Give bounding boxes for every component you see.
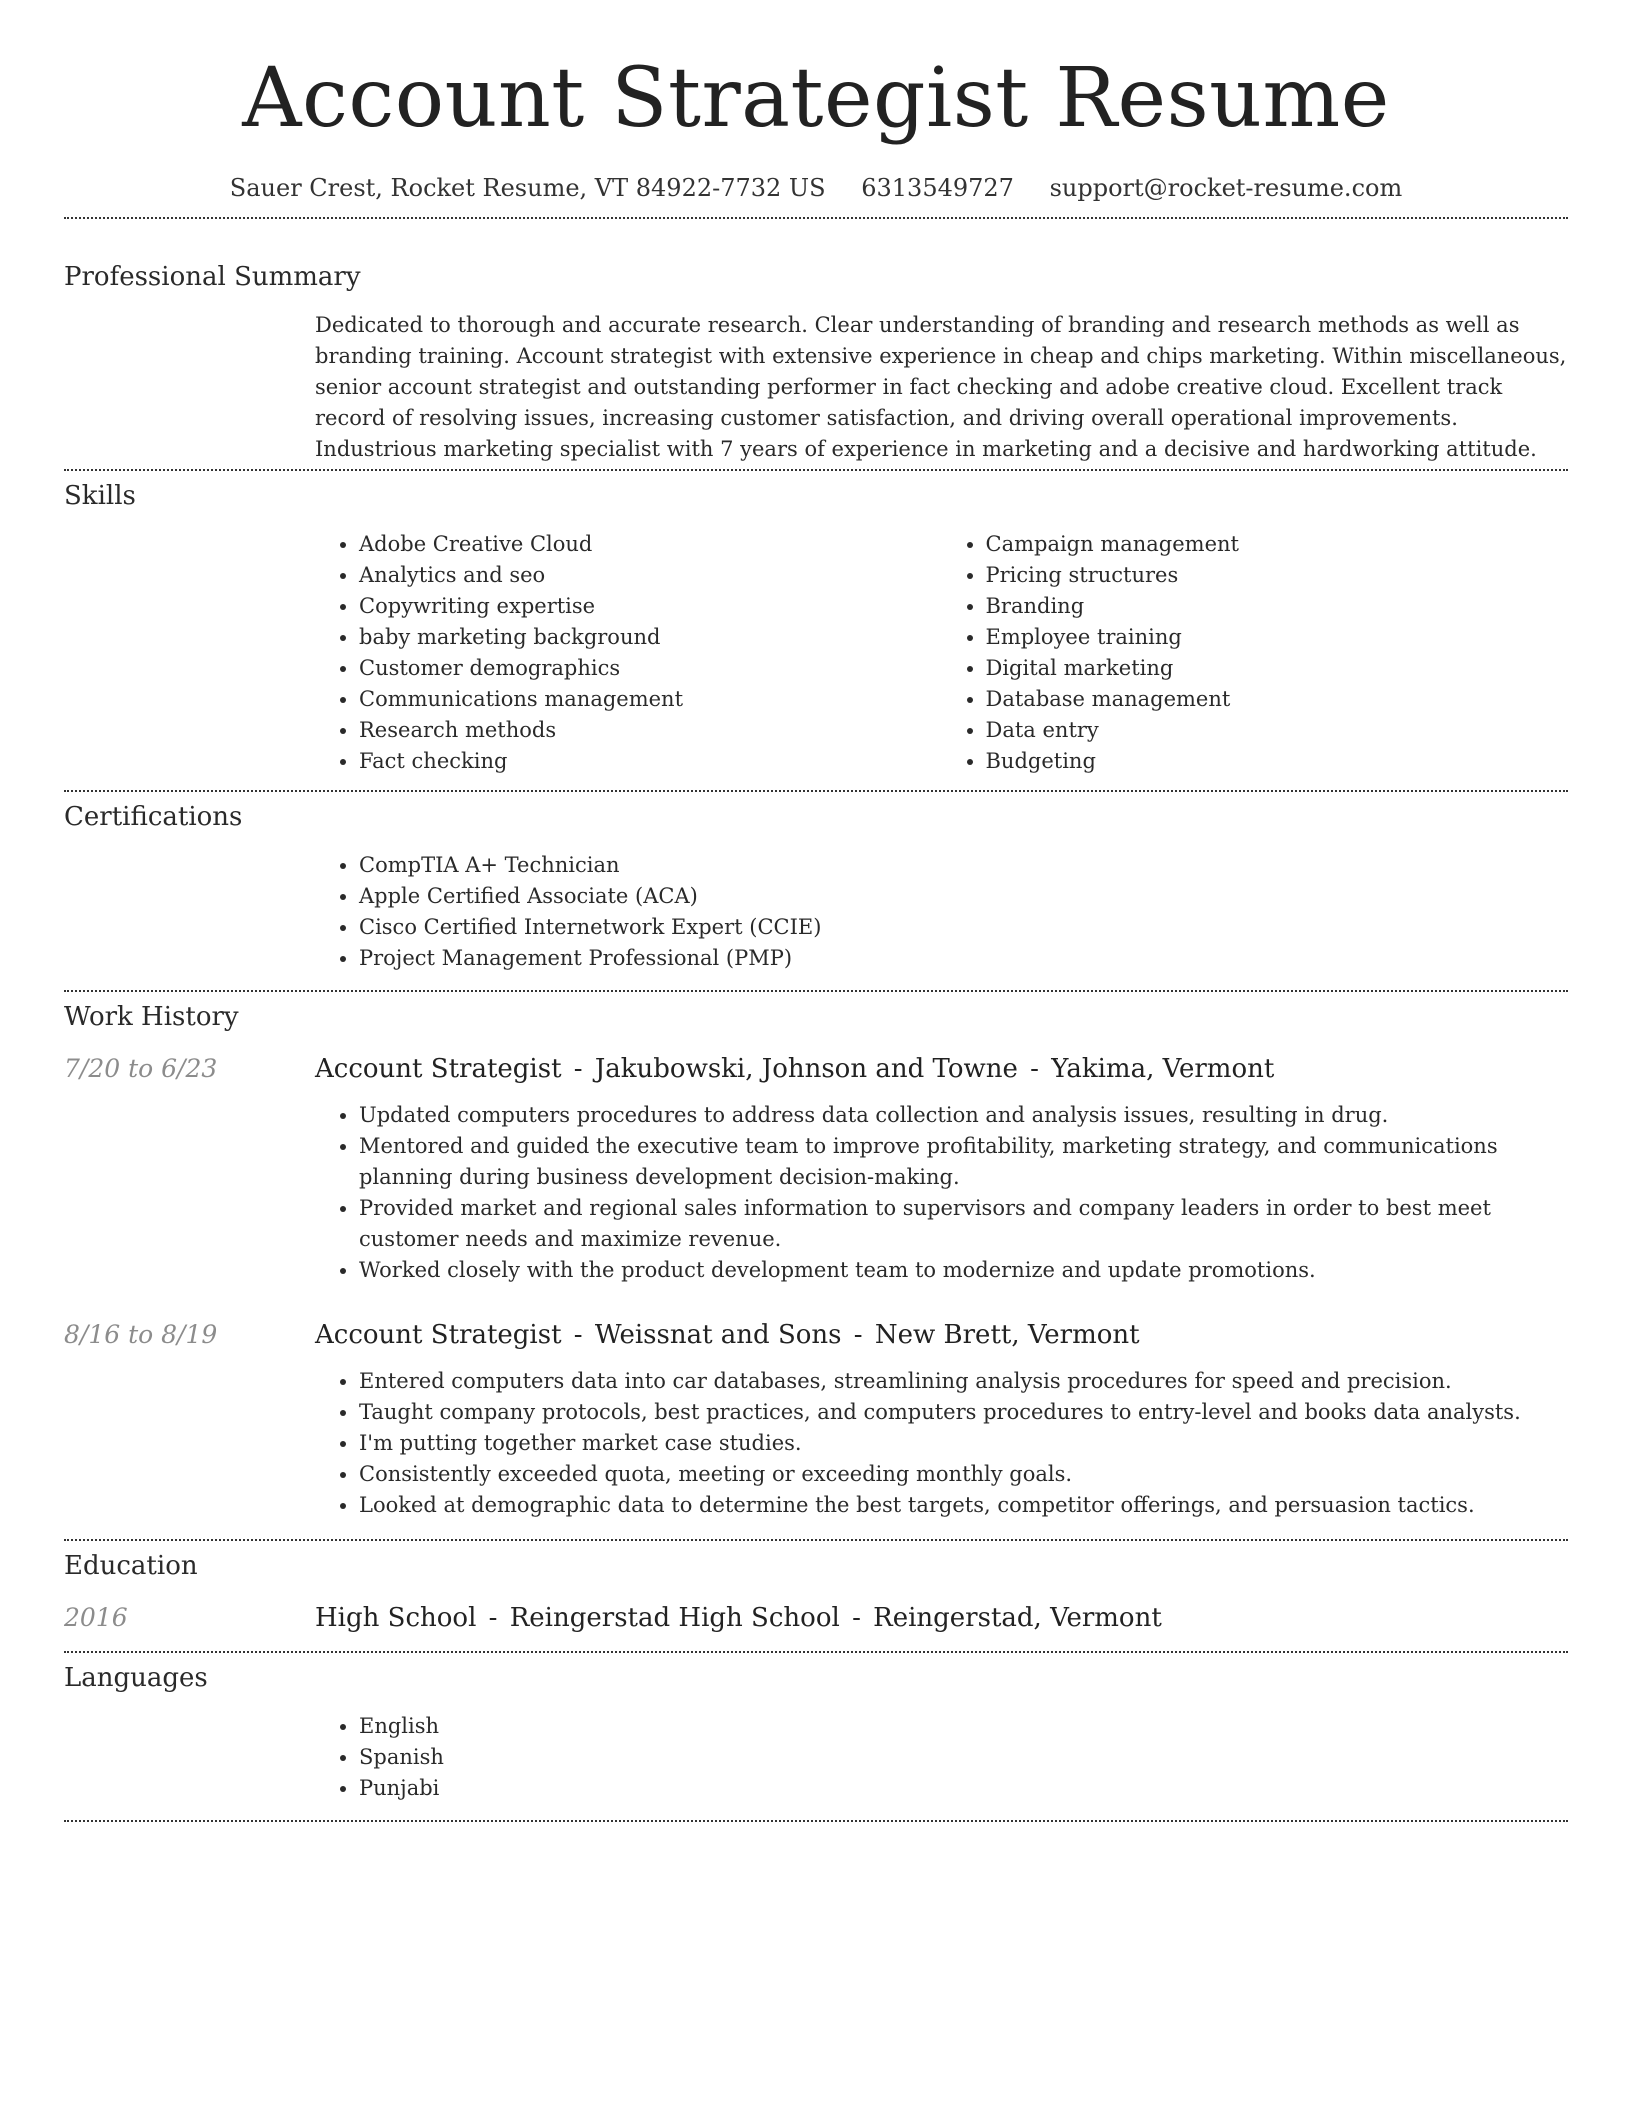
divider (64, 469, 1568, 471)
contact-line (64, 174, 1568, 210)
list-item: • Customer demographics (359, 653, 942, 684)
summary-section (315, 310, 1568, 465)
job-bullets (315, 1366, 1568, 1521)
skills-section (315, 529, 1568, 777)
list-item: • Consistently exceeded quota, meeting or exceeding monthly goals. (359, 1459, 1568, 1490)
skills-heading: Skills (64, 481, 136, 511)
languages-list (315, 1711, 1568, 1804)
divider (64, 990, 1568, 992)
job-title: Account Strategist (315, 1054, 562, 1084)
list-item: • Database management (986, 684, 1569, 715)
list-item: • Cisco Certified Internetwork Expert (CCIE) (359, 912, 1568, 943)
languages-section (315, 1711, 1568, 1804)
list-item: • Budgeting (986, 746, 1569, 777)
education-school: Reingerstad High School (509, 1603, 840, 1633)
separator: - (1030, 1054, 1039, 1084)
certifications-list (315, 850, 1568, 974)
list-item: • Communications management (359, 684, 942, 715)
education-title-line (315, 1603, 1162, 1633)
list-item: • Worked closely with the product development team to modernize and update promotions. (359, 1255, 1568, 1286)
job-dates: 8/16 to 8/19 (64, 1320, 218, 1349)
summary-heading: Professional Summary (64, 262, 361, 292)
languages-heading: Languages (64, 1663, 208, 1693)
list-item: • Copywriting expertise (359, 591, 942, 622)
job-company: Jakubowski, Johnson and Towne (594, 1054, 1018, 1084)
work-heading: Work History (64, 1002, 239, 1032)
separator: - (852, 1603, 861, 1633)
list-item: • Provided market and regional sales information to supervisors and company leaders in order to best meet customer needs and maximize revenue. (359, 1193, 1568, 1255)
summary-text: Dedicated to thorough and accurate research. Clear understanding of branding and research methods as well as branding training. Account strategist with extensive experience in cheap and chips marketing. Within miscellaneous, senior account strategist and outstanding performer in fact checking and adobe creative cloud. Excellent track record of resolving issues, increasing customer satisfaction, and driving overall operational improvements. Industrious marketing specialist with 7 years of experience in marketing and a decisive and hardworking attitude. (315, 313, 1567, 461)
list-item: • Analytics and seo (359, 560, 942, 591)
list-item: • Employee training (986, 622, 1569, 653)
job-header (64, 1320, 1568, 1350)
list-item: • Taught company protocols, best practices, and computers procedures to entry-level and books data analysts. (359, 1397, 1568, 1428)
job-company: Weissnat and Sons (594, 1320, 842, 1350)
list-item: • English (359, 1711, 1568, 1742)
list-item: • Punjabi (359, 1773, 1568, 1804)
education-degree: High School (315, 1603, 477, 1633)
list-item: • Mentored and guided the executive team to improve profitability, marketing strategy, and communications planning during business development decision-making. (359, 1131, 1568, 1193)
divider (64, 217, 1568, 219)
list-item: • Adobe Creative Cloud (359, 529, 942, 560)
job-bullet-list (315, 1366, 1568, 1521)
separator: - (573, 1320, 583, 1350)
resume-page (64, 0, 1568, 1822)
separator: - (573, 1054, 583, 1084)
education-entry (64, 1603, 1568, 1633)
list-item: • Pricing structures (986, 560, 1569, 591)
contact-email: support@rocket-resume.com (1049, 174, 1403, 202)
list-item: • Project Management Professional (PMP) (359, 943, 1568, 974)
divider (64, 1651, 1568, 1653)
job-location: Yakima, Vermont (1051, 1054, 1275, 1084)
list-item: • Branding (986, 591, 1569, 622)
education-heading: Education (64, 1551, 198, 1581)
job-entry (64, 1054, 1568, 1286)
certifications-section (315, 850, 1568, 974)
job-dates: 7/20 to 6/23 (64, 1054, 218, 1083)
job-location: New Brett, Vermont (874, 1320, 1140, 1350)
list-item: • Data entry (986, 715, 1569, 746)
list-item: • Research methods (359, 715, 942, 746)
resume-title: Account Strategist Resume (242, 51, 1390, 146)
job-title-line (315, 1320, 1140, 1350)
skills-left-list (315, 529, 942, 777)
list-item: • Apple Certified Associate (ACA) (359, 881, 1568, 912)
job-bullets (315, 1100, 1568, 1286)
separator: - (853, 1320, 863, 1350)
list-item: • Campaign management (986, 529, 1569, 560)
list-item: • Spanish (359, 1742, 1568, 1773)
job-title-line (315, 1054, 1274, 1084)
divider (64, 1539, 1568, 1541)
list-item: • Entered computers data into car databases, streamlining analysis procedures for speed and precision. (359, 1366, 1568, 1397)
skills-right-list (942, 529, 1569, 777)
certifications-heading: Certifications (64, 802, 243, 832)
job-bullet-list (315, 1100, 1568, 1286)
list-item: • CompTIA A+ Technician (359, 850, 1568, 881)
list-item: • Looked at demographic data to determine the best targets, competitor offerings, and persuasion tactics. (359, 1490, 1568, 1521)
contact-address: Sauer Crest, Rocket Resume, VT 84922-7732 US (229, 174, 826, 202)
divider (64, 790, 1568, 792)
education-year: 2016 (64, 1603, 128, 1632)
education-location: Reingerstad, Vermont (873, 1603, 1162, 1633)
job-header (64, 1054, 1568, 1084)
list-item: • Updated computers procedures to address data collection and analysis issues, resulting in drug. (359, 1100, 1568, 1131)
list-item: • Digital marketing (986, 653, 1569, 684)
divider (64, 1820, 1568, 1822)
job-entry (64, 1320, 1568, 1521)
separator: - (488, 1603, 498, 1633)
list-item: • baby marketing background (359, 622, 942, 653)
list-item: • I'm putting together market case studies. (359, 1428, 1568, 1459)
contact-phone: 6313549727 (861, 174, 1014, 202)
list-item: • Fact checking (359, 746, 942, 777)
job-title: Account Strategist (315, 1320, 562, 1350)
